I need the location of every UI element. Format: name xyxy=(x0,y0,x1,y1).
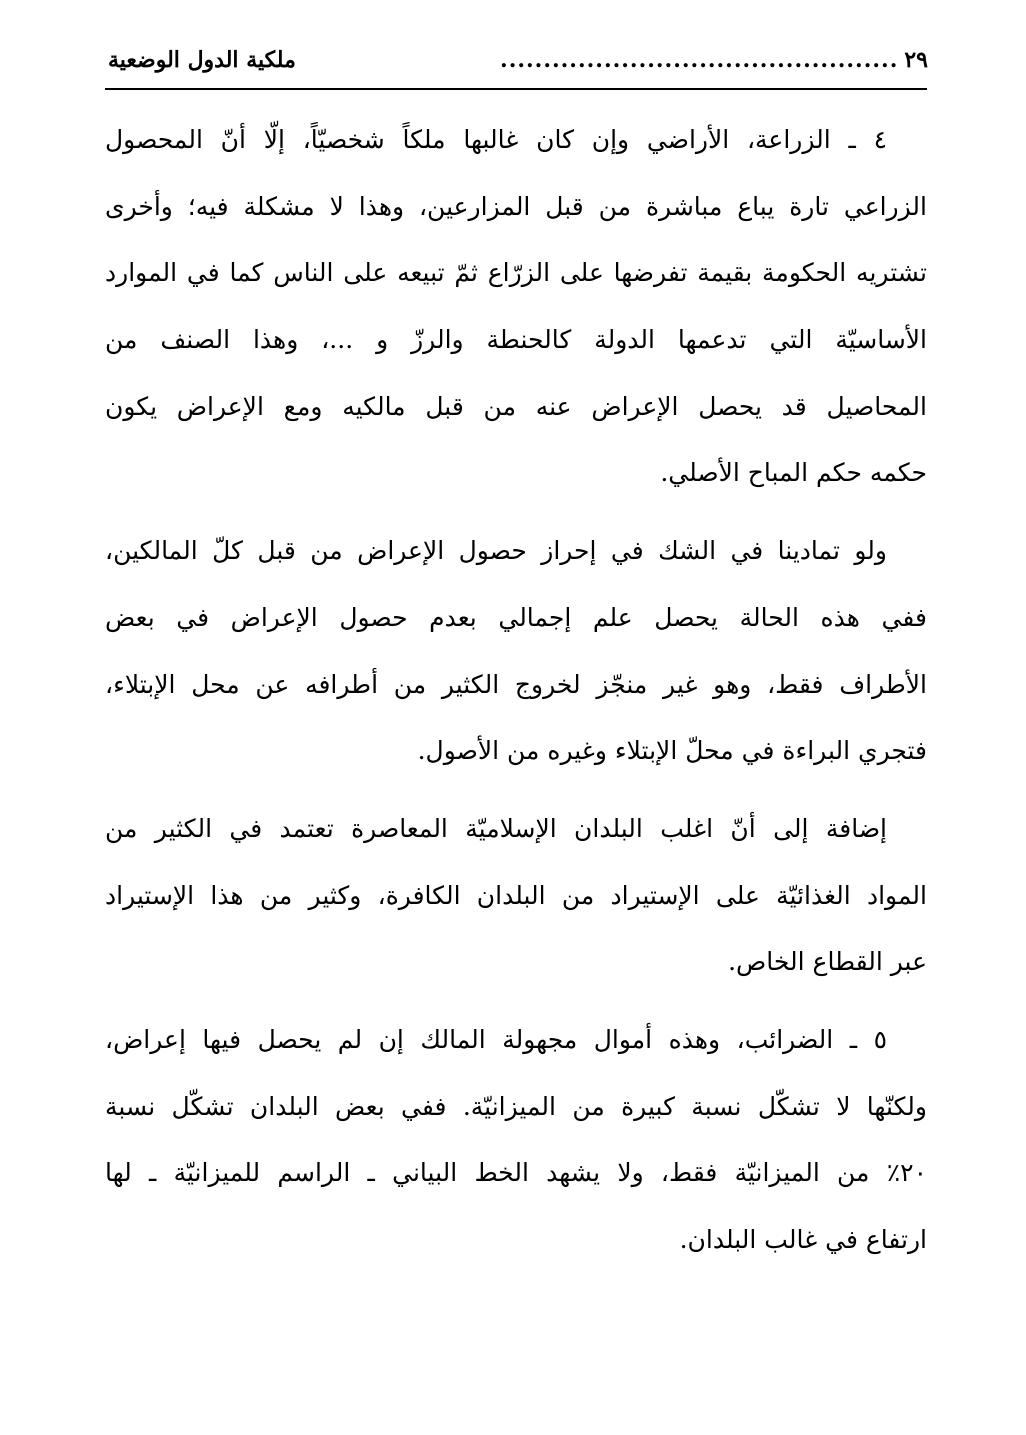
text-line: حكمه حكم المباح الأصلي. xyxy=(660,458,927,487)
text-line: الزراعي تارة يباع مباشرة من قبل المزارعين، وهذا لا مشكلة فيه؛ وأخرى xyxy=(105,192,927,221)
text-line: المواد الغذائيّة على الإستيراد من البلدان الكافرة، وكثير من هذا الإستيراد xyxy=(105,881,927,910)
running-header xyxy=(108,40,928,80)
text-line: المحاصيل قد يحصل الإعراض عنه من قبل مالكيه ومع الإعراض يكون xyxy=(105,392,927,421)
page-number: ٢٩ xyxy=(904,47,928,73)
text-line: الأطراف فقط، وهو غير منجّز لخروج الكثير من أطرافه عن محل الإبتلاء، xyxy=(105,670,927,699)
text-line: تشتريه الحكومة بقيمة تفرضها على الزرّاع ثمّ تبيعه على الناس كما في الموارد xyxy=(105,258,927,287)
running-title: ملكية الدول الوضعية xyxy=(108,47,296,73)
header-rule xyxy=(105,88,927,90)
text-line: ٤ ـ الزراعة، الأراضي وإن كان غالبها ملكاً شخصيّاً، إلّا أنّ المحصول xyxy=(105,125,887,154)
text-line: ففي هذه الحالة يحصل علم إجمالي بعدم حصول الإعراض في بعض xyxy=(105,603,927,632)
text-line: ولكنّها لا تشكّل نسبة كبيرة من الميزانيّة. ففي بعض البلدان تشكّل نسبة xyxy=(105,1092,927,1121)
text-line: ارتفاع في غالب البلدان. xyxy=(679,1225,927,1254)
text-line: عبر القطاع الخاص. xyxy=(728,947,927,976)
text-line: ٢٠٪ من الميزانيّة فقط، ولا يشهد الخط البياني ـ الراسم للميزانيّة ـ لها xyxy=(105,1158,927,1187)
header-leader-dots: .............................................. xyxy=(500,47,899,73)
text-line: فتجري البراءة في محلّ الإبتلاء وغيره من الأصول. xyxy=(417,736,927,765)
text-line: ٥ ـ الضرائب، وهذه أموال مجهولة المالك إن لم يحصل فيها إعراض، xyxy=(105,1025,887,1054)
text-line: الأساسيّة التي تدعمها الدولة كالحنطة والرزّ و ...، وهذا الصنف من xyxy=(105,325,927,354)
text-line: ولو تمادينا في الشك في إحراز حصول الإعراض من قبل كلّ المالكين، xyxy=(105,536,887,565)
text-line: إضافة إلى أنّ اغلب البلدان الإسلاميّة المعاصرة تعتمد في الكثير من xyxy=(105,814,887,843)
